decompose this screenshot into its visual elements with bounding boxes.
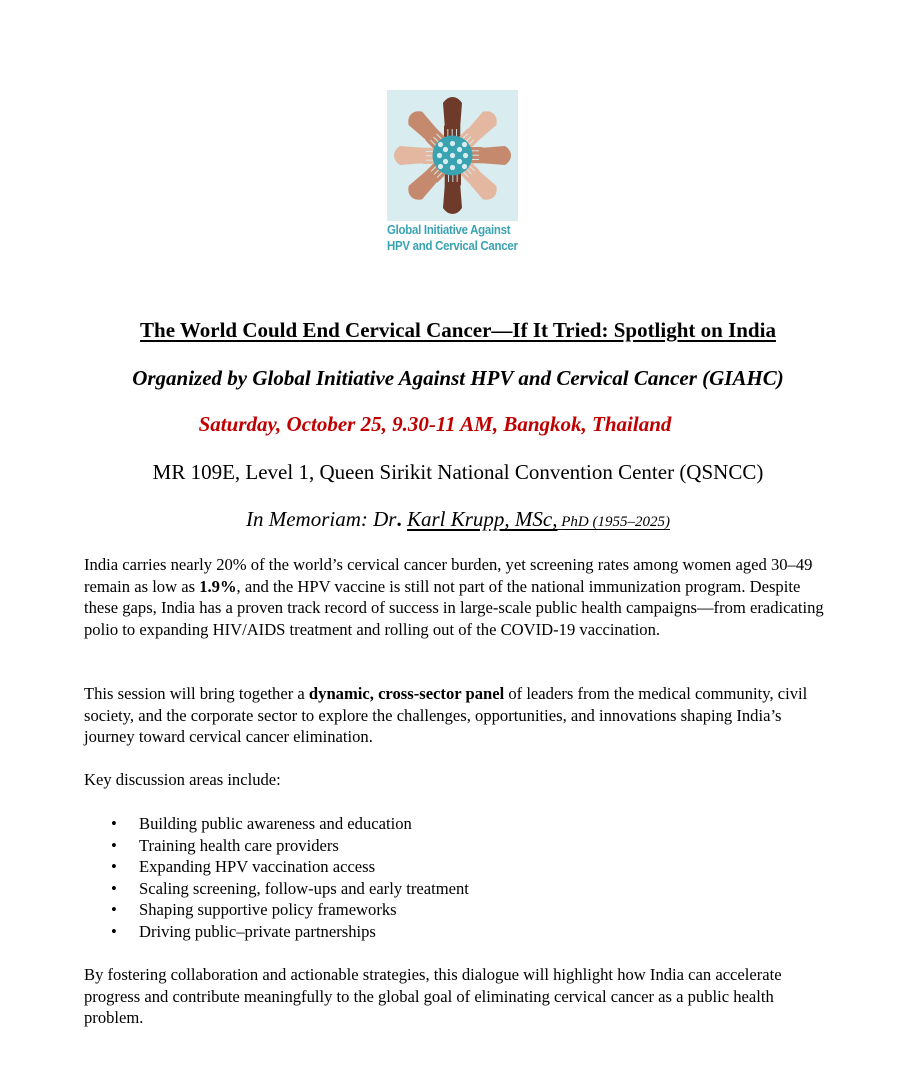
organizer-line: Organized by Global Initiative Against HPV and Cervical Cancer (GIAHC) <box>132 366 784 390</box>
sphere-dot <box>450 165 455 170</box>
memoriam-prefix: In Memoriam: Dr <box>246 507 397 531</box>
memoriam-name: Karl Krupp, MSc, <box>406 507 558 531</box>
panel-highlight: dynamic, cross-sector panel <box>308 684 505 703</box>
in-memoriam-line <box>0 507 916 532</box>
sphere-dot <box>457 159 462 164</box>
sphere-dot <box>443 147 448 152</box>
event-title: The World Could End Cervical Cancer—If It Tried: Spotlight on India <box>140 318 776 342</box>
sphere-dot <box>450 141 455 146</box>
logo-text-line1: Global Initiative Against <box>387 222 511 237</box>
sphere-dot <box>437 153 442 158</box>
memoriam-degree: PhD (1955–2025) <box>561 514 670 530</box>
bullet-icon: • <box>111 814 117 833</box>
list-item: • Training health care providers <box>111 835 339 855</box>
bullet-icon: • <box>111 878 117 898</box>
memoriam-dot: . <box>396 507 402 531</box>
list-item: • Building public awareness and education <box>111 814 412 833</box>
sphere-dot <box>438 164 443 169</box>
list-item: • Expanding HPV vaccination access <box>111 857 376 877</box>
sphere-dot <box>457 147 462 152</box>
hands-circle-logo-icon <box>387 90 518 221</box>
list-item: • Driving public–private partnerships <box>111 921 376 941</box>
list-item: • Scaling screening, follow-ups and early treatment <box>111 878 469 898</box>
sphere-dot <box>462 164 467 169</box>
sphere-dot <box>462 142 467 147</box>
sphere-dot <box>443 159 448 164</box>
logo-text-line2: HPV and Cervical Cancer <box>387 238 518 253</box>
event-datetime: Saturday, October 25, 9.30-11 AM, Bangkok, Thailand <box>198 412 672 436</box>
bullet-icon: • <box>111 835 117 855</box>
bullet-icon: • <box>111 900 117 920</box>
sphere-dot <box>450 153 455 158</box>
discussion-intro: Key discussion areas include: <box>84 770 281 789</box>
event-venue: MR 109E, Level 1, Queen Sirikit National Convention Center (QSNCC) <box>152 460 764 484</box>
screening-rate-highlight: 1.9% <box>199 576 237 596</box>
session-paragraph: This session will bring together a dynamic, cross-sector panel of leaders from the medical community, civil society, and the corporate sector to explore the challenges, opportunities, and innovations shaping India’s journey toward cervical cancer elimination. <box>84 684 808 747</box>
bullet-icon: • <box>111 857 117 877</box>
discussion-areas-list <box>108 813 469 943</box>
giahc-logo <box>387 90 519 253</box>
closing-paragraph: By fostering collaboration and actionable strategies, this dialogue will highlight how India can accelerate progress and contribute meaningfully to the global goal of eliminating cervical cancer as a public health problem. <box>84 965 782 1028</box>
intro-paragraph: India carries nearly 20% of the world’s cervical cancer burden, yet screening rates among women aged 30–49 remain as low as 1.9%, and the HPV vaccine is still not part of the national immunization program. Despite these gaps, India has a proven track record of success in large-scale public health campaigns—from eradicating polio to expanding HIV/AIDS treatment and rolling out of the COVID-19 vaccination. <box>84 555 824 639</box>
bullet-icon: • <box>111 921 117 941</box>
sphere-dot <box>438 142 443 147</box>
list-item: • Shaping supportive policy frameworks <box>111 900 397 920</box>
sphere-dot <box>463 153 468 158</box>
